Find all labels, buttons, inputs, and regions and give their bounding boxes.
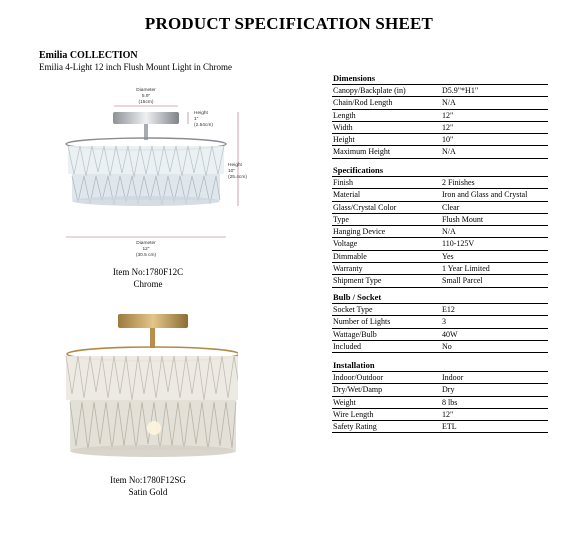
spec-key: Indoor/Outdoor — [333, 373, 384, 382]
spec-row — [332, 263, 548, 275]
spec-section-bulb — [332, 292, 548, 353]
spec-key: Hanging Device — [333, 227, 386, 237]
spec-key: Height — [333, 135, 355, 145]
spec-row — [332, 329, 548, 341]
product-subtitle: Emilia 4-Light 12 inch Flush Mount Light in Chrome — [39, 62, 232, 72]
spec-row — [332, 304, 548, 316]
spec-key: Wire Length — [333, 409, 374, 419]
spec-key: Material — [333, 190, 361, 200]
spec-row — [332, 189, 548, 201]
chandelier-chrome-illustration — [58, 84, 258, 264]
svg-text:12": 12" — [142, 247, 150, 252]
svg-text:5.9": 5.9" — [141, 94, 151, 99]
section-title: Dimensions — [332, 73, 548, 85]
spec-key: Type — [333, 214, 349, 224]
dim-height-total-label: Height — [228, 163, 242, 168]
spec-value: N/A — [442, 227, 456, 237]
spec-key: Width — [333, 122, 353, 132]
item-number: Item No:1780F12C — [112, 267, 184, 277]
spec-value: D5.9"*H1" — [442, 86, 479, 95]
spec-value: Iron and Glass and Crystal — [442, 190, 528, 200]
spec-value: 1 Year Limited — [442, 264, 490, 274]
svg-text:(15cm): (15cm) — [138, 100, 154, 105]
spec-value: Flush Mount — [442, 214, 484, 224]
spec-row — [332, 372, 548, 384]
spec-value: No — [442, 341, 452, 351]
product-caption-satin-gold — [88, 474, 208, 498]
spec-key: Maximum Height — [333, 147, 391, 157]
chandelier-gold-illustration — [58, 310, 238, 470]
product-image-satin-gold — [58, 310, 238, 470]
spec-row — [332, 146, 548, 158]
spec-key: Socket Type — [333, 305, 373, 314]
spec-row — [332, 110, 548, 122]
spec-value: 3 — [442, 317, 446, 327]
spec-key: Length — [333, 110, 356, 120]
collection-name: Emilia COLLECTION — [39, 50, 138, 61]
spec-value: 2 Finishes — [442, 178, 475, 187]
spec-row — [332, 202, 548, 214]
spec-row — [332, 177, 548, 189]
spec-key: Number of Lights — [333, 317, 391, 327]
section-title: Bulb / Socket — [332, 292, 548, 304]
spec-key: Included — [333, 341, 361, 351]
spec-row — [332, 316, 548, 328]
page-title: PRODUCT SPECIFICATION SHEET — [144, 14, 434, 33]
spec-value: Yes — [442, 251, 454, 261]
spec-row — [332, 275, 548, 287]
spec-key: Voltage — [333, 239, 358, 249]
spec-value: N/A — [442, 147, 456, 157]
spec-value: E12 — [442, 305, 455, 314]
section-title: Installation — [332, 360, 548, 372]
spec-section-specifications — [332, 165, 548, 288]
spec-row — [332, 397, 548, 409]
canopy — [113, 112, 179, 124]
spec-key: Canopy/Backplate (in) — [333, 86, 406, 95]
spec-key: Warranty — [333, 264, 363, 274]
spec-row — [332, 341, 548, 353]
spec-value: 12" — [442, 110, 454, 120]
spec-value: N/A — [442, 98, 456, 108]
spec-value: 10" — [442, 135, 454, 145]
finish-name: Satin Gold — [128, 487, 168, 497]
spec-value: 8 lbs — [442, 397, 458, 407]
dim-diameter-top-label: Diameter — [136, 88, 156, 93]
svg-text:(2.54cm): (2.54cm) — [194, 123, 213, 128]
crystal-tier — [68, 146, 224, 206]
spec-value: 110-125V — [442, 239, 475, 249]
spec-row — [332, 134, 548, 146]
spec-row — [332, 97, 548, 109]
dim-height-small-label: Height — [194, 111, 208, 116]
spec-row — [332, 85, 548, 97]
spec-row — [332, 384, 548, 396]
spec-key: Weight — [333, 397, 356, 407]
spec-row — [332, 214, 548, 226]
spec-key: Finish — [333, 178, 354, 187]
spec-key: Safety Rating — [333, 422, 377, 432]
spec-value: 12" — [442, 409, 454, 419]
spec-value: 12" — [442, 122, 454, 132]
spec-value: Dry — [442, 385, 455, 395]
crystal-tier — [66, 356, 238, 457]
svg-text:10": 10" — [228, 169, 236, 174]
spec-value: ETL — [442, 422, 457, 432]
spec-key: Dimmable — [333, 251, 367, 261]
spec-key: Dry/Wet/Damp — [333, 385, 383, 395]
finish-name: Chrome — [133, 279, 163, 289]
canopy — [118, 314, 188, 328]
spec-key: Chain/Rod Length — [333, 98, 393, 108]
spec-section-installation — [332, 360, 548, 433]
spec-key: Glass/Crystal Color — [333, 202, 397, 212]
svg-text:(30.5 cm): (30.5 cm) — [135, 253, 157, 258]
spec-value: Clear — [442, 202, 460, 212]
svg-text:(25.4cm): (25.4cm) — [228, 175, 247, 180]
spec-key: Shipment Type — [333, 276, 382, 286]
spec-value: 40W — [442, 329, 458, 339]
section-title: Specifications — [332, 165, 548, 177]
spec-row — [332, 238, 548, 250]
spec-section-dimensions — [332, 73, 548, 159]
spec-row — [332, 226, 548, 238]
spec-row — [332, 251, 548, 263]
spec-row — [332, 421, 548, 433]
spec-value: Indoor — [442, 373, 464, 382]
item-number: Item No:1780F12SG — [110, 475, 186, 485]
dim-diameter-bottom-label: Diameter — [136, 241, 156, 246]
spec-row — [332, 409, 548, 421]
product-image-chrome — [58, 84, 258, 264]
spec-key: Wattage/Bulb — [333, 329, 377, 339]
product-caption-chrome — [88, 266, 208, 290]
svg-text:1": 1" — [194, 117, 199, 122]
spec-value: Small Parcel — [442, 276, 483, 286]
spec-row — [332, 122, 548, 134]
